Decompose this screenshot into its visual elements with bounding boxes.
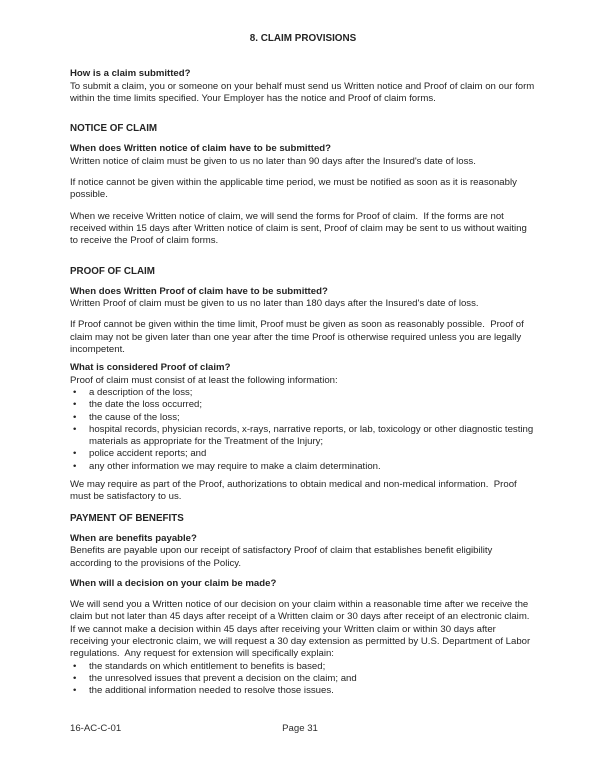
question-when-are-benefits-payable: When are benefits payable?	[70, 532, 197, 544]
list-item: • the standards on which entitlement to benefits is based;	[70, 661, 536, 673]
list-item: • a description of the loss;	[70, 387, 536, 399]
question-when-written-proof-submitted: When does Written Proof of claim have to be submitted?	[70, 285, 328, 297]
paragraph-proof-180-days: Written Proof of claim must be given to us no later than 180 days after the Insured's date of loss.	[70, 298, 479, 310]
paragraph-intro-answer: To submit a claim, you or someone on your behalf must send us Written notice and Proof of claim on our form within the time limits specified. Your Employer has the notice and Proof of claim forms.	[70, 80, 537, 104]
section-heading-proof-of-claim: PROOF OF CLAIM	[70, 265, 155, 277]
form-number: 16-AC-C-01	[70, 723, 122, 734]
list-item: • the unresolved issues that prevent a decision on the claim; and	[70, 673, 536, 685]
list-item: • the additional information needed to resolve those issues.	[70, 685, 536, 697]
question-when-written-notice-submitted: When does Written notice of claim have to be submitted?	[70, 143, 332, 155]
paragraph-proof-must-consist: Proof of claim must consist of at least the following information:	[70, 374, 338, 386]
proof-of-claim-bullet-list	[70, 387, 536, 473]
paragraph-proof-cannot-be-given: If Proof cannot be given within the time limit, Proof must be given as soon as reasonably possible. Proof of claim may not be given later than one year after the time Proof is otherwise required unless you are legally incompetent.	[70, 319, 527, 356]
paragraph-decision-timeline: We will send you a Written notice of our decision on your claim within a reasonable time after we receive the claim but not later than 45 days after receipt of a Written claim or 30 days after receipt of an electronic claim. If we cannot make a decision within 45 days after receiving your Written claim or within 30 days after receiving your electronic claim, we will request a 30 day extension as permitted by U.S. Department of Labor regulations. Any request for extension will specifically explain:	[70, 599, 533, 660]
section-heading-payment-of-benefits: PAYMENT OF BENEFITS	[70, 512, 184, 524]
question-how-is-claim-submitted: How is a claim submitted?	[70, 68, 191, 80]
section-heading-notice-of-claim: NOTICE OF CLAIM	[70, 123, 158, 135]
paragraph-notice-cannot-be-given: If notice cannot be given within the applicable time period, we must be notified as soon as it is reasonably possible.	[70, 177, 520, 201]
page-number: Page 31	[282, 723, 318, 734]
page-title: 8. CLAIM PROVISIONS	[249, 33, 357, 44]
list-item: • the date the loss occurred;	[70, 399, 536, 411]
list-item: • police accident reports; and	[70, 448, 536, 460]
paragraph-we-may-require-authorizations: We may require as part of the Proof, authorizations to obtain medical and non-medical information. Proof must be satisfactory to us.	[70, 479, 520, 503]
list-item: • hospital records, physician records, x-rays, narrative reports, or lab, toxicology or other diagnostic testing materials as appropriate for the Treatment of the Injury;	[70, 424, 536, 449]
paragraph-benefits-payable: Benefits are payable upon our receipt of satisfactory Proof of claim that establishes benefit eligibility according to the provisions of the Policy.	[70, 545, 496, 569]
list-item: • any other information we may require to make a claim determination.	[70, 461, 536, 473]
payment-of-benefits-bullet-list	[70, 661, 536, 698]
paragraph-when-we-receive-notice: When we receive Written notice of claim, we will send the forms for Proof of claim. If the forms are not received within 15 days after Written notice of claim is sent, Proof of claim may be sent to us without waiting to receive the Proof of claim forms.	[70, 210, 530, 247]
question-when-will-decision-be-made: When will a decision on your claim be made?	[70, 577, 277, 589]
page-footer	[0, 723, 600, 735]
list-item: • the cause of the loss;	[70, 412, 536, 424]
question-what-is-considered-proof: What is considered Proof of claim?	[70, 362, 231, 374]
paragraph-notice-90-days: Written notice of claim must be given to us no later than 90 days after the Insured's date of loss.	[70, 155, 476, 167]
